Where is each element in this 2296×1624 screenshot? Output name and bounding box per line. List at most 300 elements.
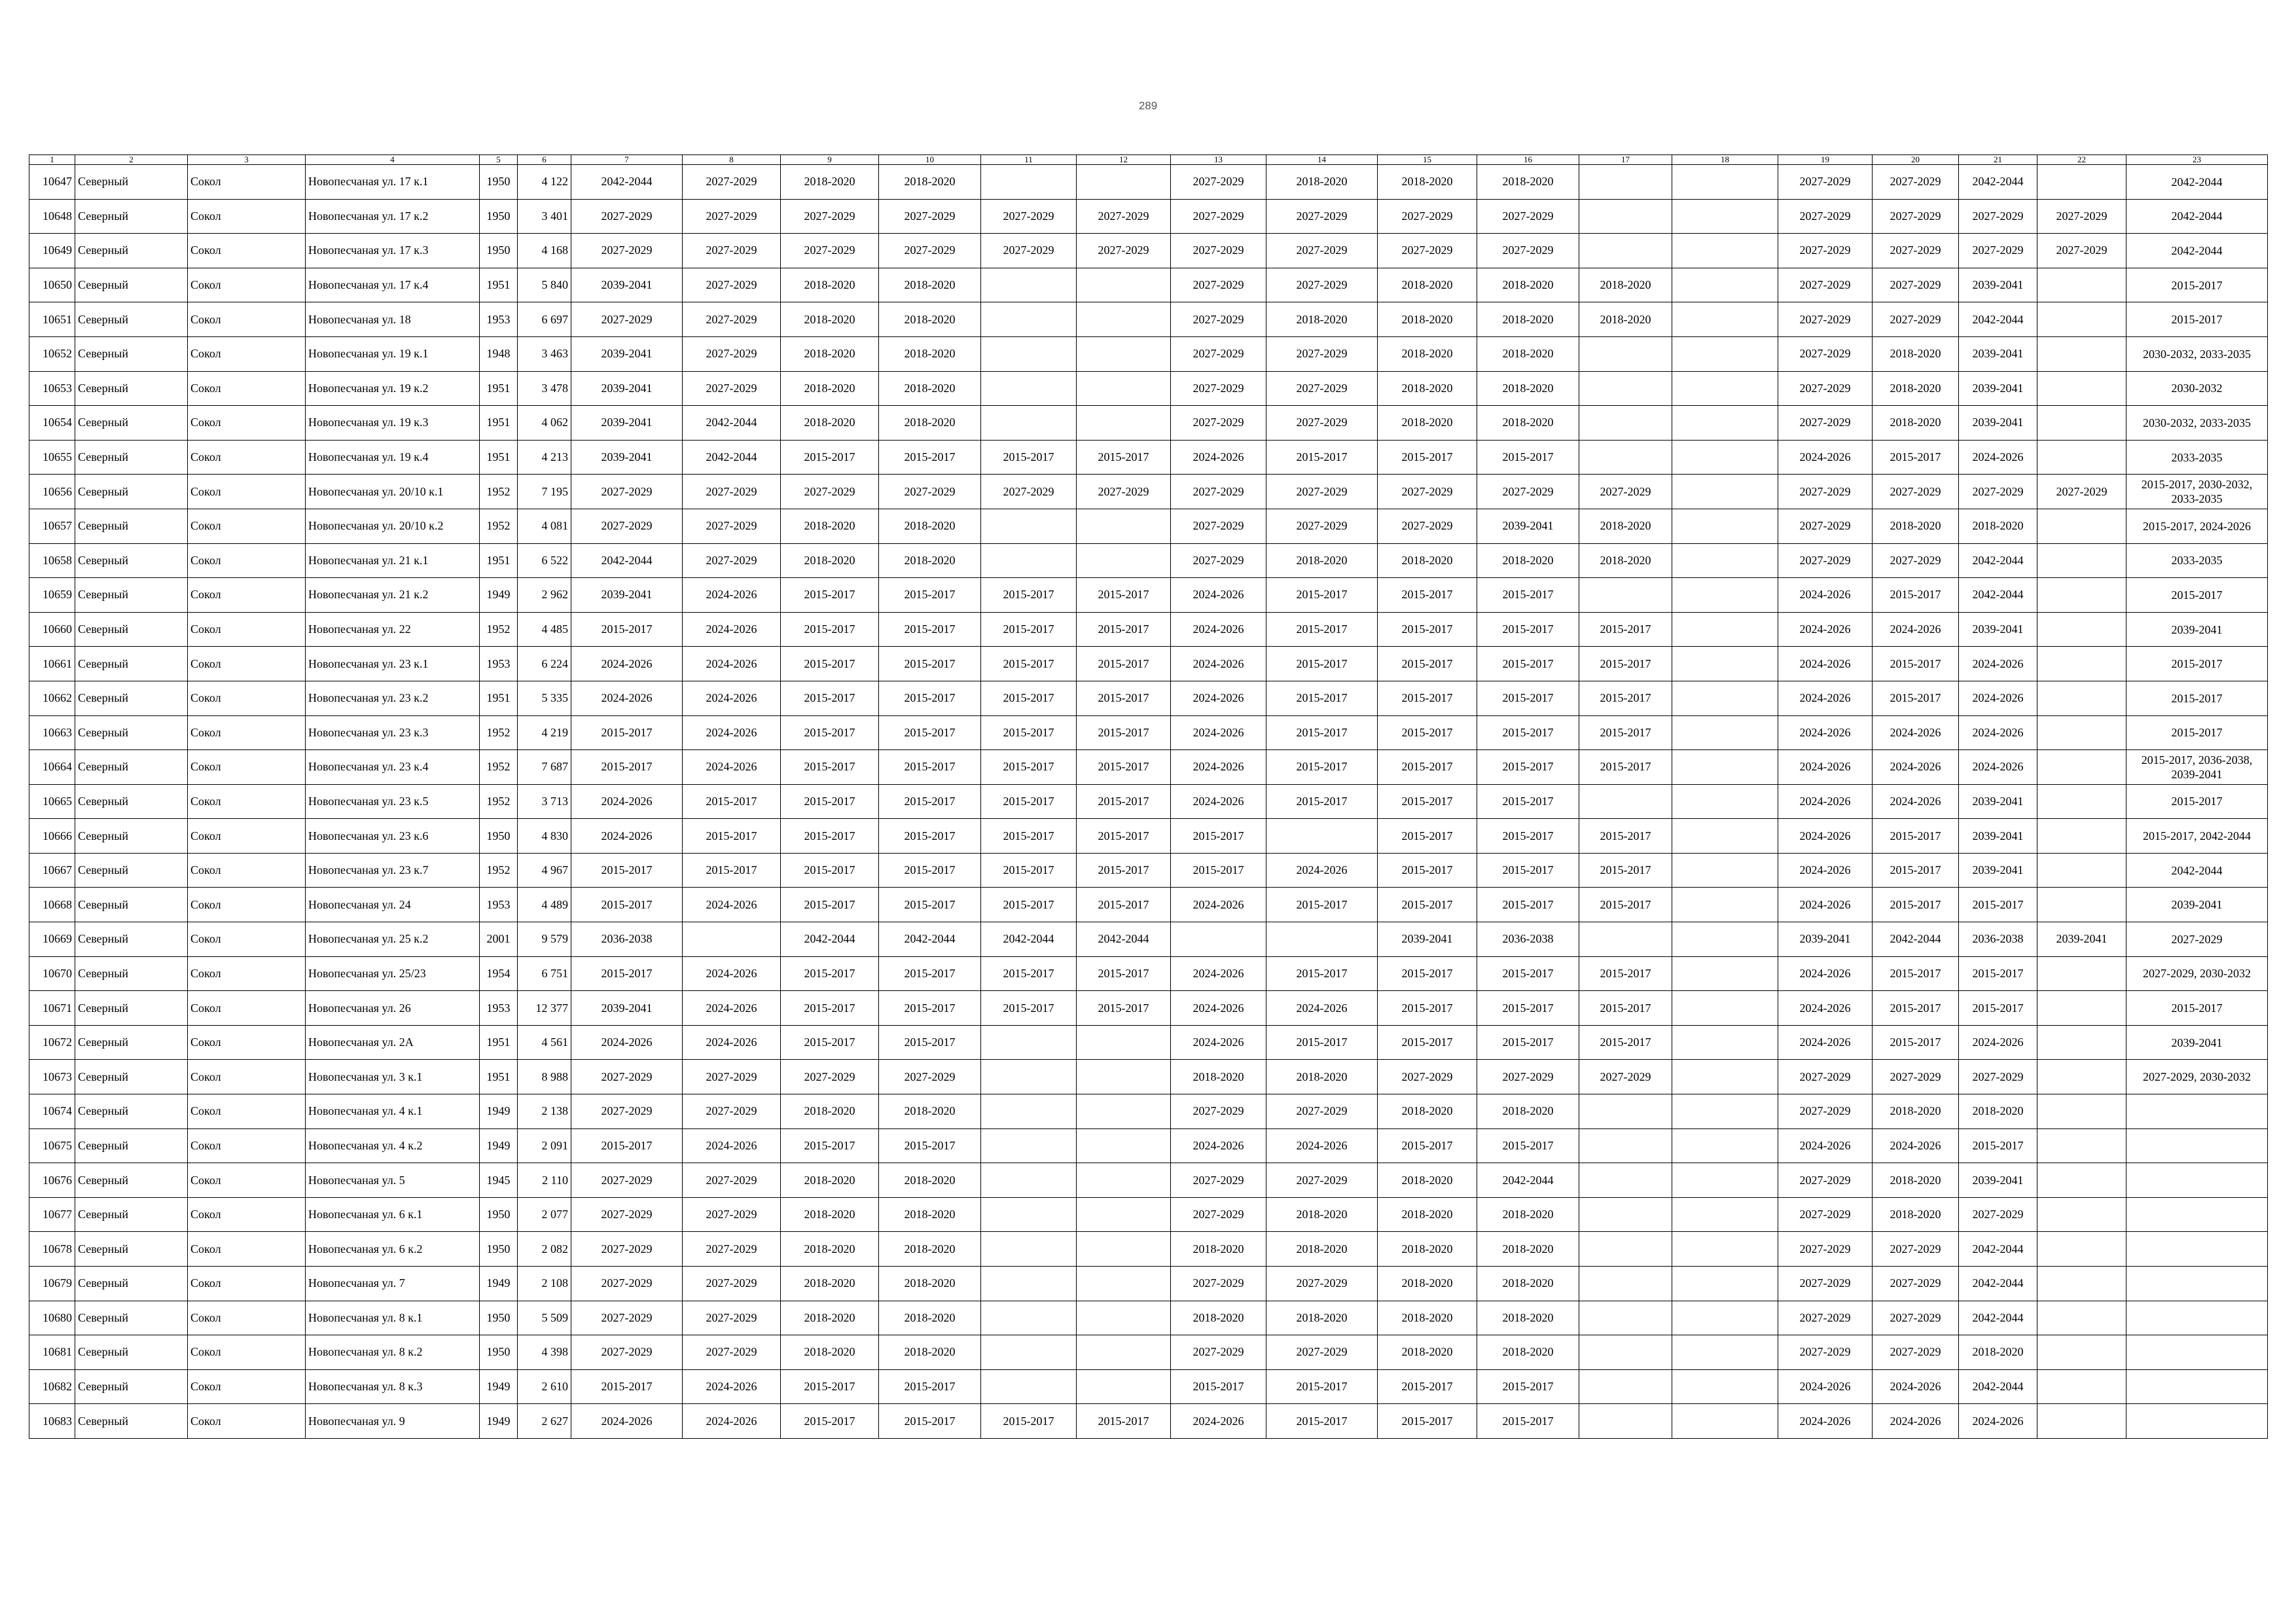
cell-col-12: 2015-2017	[1077, 853, 1171, 888]
cell-col-21: 2024-2026	[1959, 715, 2037, 750]
cell-col-18	[1672, 784, 1778, 819]
cell-col-16: 2018-2020	[1477, 1094, 1579, 1129]
cell-col-21: 2024-2026	[1959, 440, 2037, 475]
cell-col-3: Сокол	[188, 1301, 306, 1335]
cell-col-23: 2030-2032, 2033-2035	[2126, 406, 2268, 441]
cell-col-19: 2027-2029	[1778, 509, 1873, 543]
cell-col-19: 2024-2026	[1778, 647, 1873, 681]
cell-col-20: 2024-2026	[1873, 1404, 1959, 1439]
cell-col-14: 2015-2017	[1266, 750, 1378, 785]
cell-col-13: 2015-2017	[1171, 853, 1266, 888]
cell-col-21: 2039-2041	[1959, 406, 2037, 441]
cell-col-3: Сокол	[188, 1267, 306, 1301]
table-row	[29, 234, 2268, 268]
cell-col-12	[1077, 1094, 1171, 1129]
cell-col-22	[2037, 406, 2126, 441]
cell-col-5: 1951	[480, 371, 518, 406]
cell-col-13: 2027-2029	[1171, 543, 1266, 578]
cell-col-11: 2015-2017	[981, 991, 1077, 1026]
cell-col-16: 2018-2020	[1477, 268, 1579, 302]
cell-col-7: 2027-2029	[571, 1267, 683, 1301]
cell-col-3: Сокол	[188, 681, 306, 715]
cell-col-8: 2024-2026	[683, 888, 781, 922]
cell-col-4: Новопесчаная ул. 20/10 к.1	[306, 475, 480, 509]
cell-col-5: 1949	[480, 1267, 518, 1301]
cell-col-20: 2027-2029	[1873, 268, 1959, 302]
cell-col-1: 10683	[29, 1404, 75, 1439]
cell-col-17: 2015-2017	[1579, 991, 1672, 1026]
cell-col-2: Северный	[75, 1163, 188, 1198]
cell-col-11: 2015-2017	[981, 750, 1077, 785]
cell-col-17: 2018-2020	[1579, 268, 1672, 302]
cell-col-8: 2042-2044	[683, 440, 781, 475]
cell-col-20: 2015-2017	[1873, 819, 1959, 854]
cell-col-8: 2027-2029	[683, 302, 781, 337]
cell-col-22	[2037, 440, 2126, 475]
cell-col-13: 2027-2029	[1171, 1335, 1266, 1370]
cell-col-10: 2042-2044	[879, 922, 981, 957]
cell-col-10: 2018-2020	[879, 1094, 981, 1129]
cell-col-3: Сокол	[188, 1369, 306, 1404]
cell-col-5: 1951	[480, 1060, 518, 1094]
cell-col-8: 2024-2026	[683, 681, 781, 715]
cell-col-11	[981, 165, 1077, 200]
table-row	[29, 819, 2268, 854]
cell-col-7: 2036-2038	[571, 922, 683, 957]
cell-col-9: 2015-2017	[781, 1025, 879, 1060]
cell-col-1: 10657	[29, 509, 75, 543]
cell-col-4: Новопесчаная ул. 23 к.1	[306, 647, 480, 681]
cell-col-2: Северный	[75, 509, 188, 543]
cell-col-17	[1579, 1232, 1672, 1267]
table-row	[29, 715, 2268, 750]
cell-col-6: 3 401	[518, 199, 571, 234]
cell-col-12: 2015-2017	[1077, 440, 1171, 475]
cell-col-20: 2015-2017	[1873, 853, 1959, 888]
cell-col-21: 2039-2041	[1959, 268, 2037, 302]
cell-col-9: 2015-2017	[781, 750, 879, 785]
cell-col-7: 2027-2029	[571, 509, 683, 543]
cell-col-16: 2042-2044	[1477, 1163, 1579, 1198]
cell-col-22	[2037, 1060, 2126, 1094]
cell-col-11: 2015-2017	[981, 681, 1077, 715]
cell-col-15: 2015-2017	[1378, 819, 1477, 854]
cell-col-8: 2015-2017	[683, 819, 781, 854]
cell-col-20: 2024-2026	[1873, 612, 1959, 647]
cell-col-5: 1950	[480, 1197, 518, 1232]
cell-col-7: 2027-2029	[571, 1163, 683, 1198]
cell-col-10: 2018-2020	[879, 336, 981, 371]
cell-col-13: 2027-2029	[1171, 1163, 1266, 1198]
cell-col-9: 2018-2020	[781, 1301, 879, 1335]
cell-col-11: 2027-2029	[981, 475, 1077, 509]
cell-col-1: 10655	[29, 440, 75, 475]
cell-col-18	[1672, 1267, 1778, 1301]
cell-col-12	[1077, 1232, 1171, 1267]
cell-col-20: 2018-2020	[1873, 509, 1959, 543]
cell-col-5: 1951	[480, 681, 518, 715]
cell-col-6: 3 478	[518, 371, 571, 406]
cell-col-19: 2024-2026	[1778, 612, 1873, 647]
cell-col-23: 2015-2017	[2126, 302, 2268, 337]
cell-col-1: 10666	[29, 819, 75, 854]
cell-col-8: 2027-2029	[683, 1267, 781, 1301]
cell-col-2: Северный	[75, 1404, 188, 1439]
cell-col-3: Сокол	[188, 1163, 306, 1198]
cell-col-1: 10668	[29, 888, 75, 922]
cell-col-8: 2024-2026	[683, 750, 781, 785]
cell-col-18	[1672, 715, 1778, 750]
cell-col-15: 2027-2029	[1378, 199, 1477, 234]
table-row	[29, 268, 2268, 302]
cell-col-6: 4 485	[518, 612, 571, 647]
cell-col-5: 1953	[480, 888, 518, 922]
cell-col-15: 2018-2020	[1378, 1232, 1477, 1267]
cell-col-15: 2015-2017	[1378, 784, 1477, 819]
cell-col-18	[1672, 268, 1778, 302]
cell-col-12	[1077, 543, 1171, 578]
column-number-3: 3	[188, 155, 306, 165]
cell-col-19: 2027-2029	[1778, 1060, 1873, 1094]
cell-col-12: 2015-2017	[1077, 956, 1171, 991]
cell-col-4: Новопесчаная ул. 4 к.1	[306, 1094, 480, 1129]
cell-col-11	[981, 1060, 1077, 1094]
table-row	[29, 371, 2268, 406]
cell-col-1: 10661	[29, 647, 75, 681]
cell-col-22	[2037, 647, 2126, 681]
cell-col-12	[1077, 1335, 1171, 1370]
column-number-11: 11	[981, 155, 1077, 165]
cell-col-6: 3 713	[518, 784, 571, 819]
cell-col-14: 2027-2029	[1266, 336, 1378, 371]
cell-col-16: 2036-2038	[1477, 922, 1579, 957]
cell-col-21: 2027-2029	[1959, 234, 2037, 268]
cell-col-6: 2 077	[518, 1197, 571, 1232]
table-row	[29, 991, 2268, 1026]
cell-col-14: 2027-2029	[1266, 234, 1378, 268]
cell-col-16: 2018-2020	[1477, 165, 1579, 200]
cell-col-2: Северный	[75, 715, 188, 750]
cell-col-10: 2015-2017	[879, 819, 981, 854]
cell-col-4: Новопесчаная ул. 23 к.7	[306, 853, 480, 888]
cell-col-2: Северный	[75, 681, 188, 715]
cell-col-14: 2018-2020	[1266, 302, 1378, 337]
cell-col-7: 2015-2017	[571, 1369, 683, 1404]
cell-col-11: 2015-2017	[981, 853, 1077, 888]
cell-col-21: 2042-2044	[1959, 165, 2037, 200]
cell-col-10: 2015-2017	[879, 1404, 981, 1439]
cell-col-5: 1952	[480, 750, 518, 785]
cell-col-14	[1266, 819, 1378, 854]
cell-col-7: 2039-2041	[571, 578, 683, 613]
cell-col-14: 2027-2029	[1266, 1267, 1378, 1301]
cell-col-14: 2024-2026	[1266, 991, 1378, 1026]
cell-col-8: 2027-2029	[683, 543, 781, 578]
cell-col-19: 2027-2029	[1778, 336, 1873, 371]
table-row	[29, 612, 2268, 647]
cell-col-7: 2015-2017	[571, 715, 683, 750]
cell-col-11: 2015-2017	[981, 1404, 1077, 1439]
cell-col-22	[2037, 509, 2126, 543]
cell-col-22	[2037, 853, 2126, 888]
cell-col-8: 2015-2017	[683, 784, 781, 819]
cell-col-12	[1077, 1301, 1171, 1335]
cell-col-23: 2015-2017	[2126, 991, 2268, 1026]
cell-col-10: 2018-2020	[879, 1163, 981, 1198]
cell-col-20: 2027-2029	[1873, 234, 1959, 268]
cell-col-21: 2024-2026	[1959, 1025, 2037, 1060]
cell-col-10: 2018-2020	[879, 165, 981, 200]
cell-col-9: 2018-2020	[781, 302, 879, 337]
cell-col-13: 2027-2029	[1171, 234, 1266, 268]
cell-col-22: 2027-2029	[2037, 234, 2126, 268]
cell-col-12: 2015-2017	[1077, 1404, 1171, 1439]
cell-col-4: Новопесчаная ул. 19 к.2	[306, 371, 480, 406]
cell-col-18	[1672, 922, 1778, 957]
cell-col-22	[2037, 991, 2126, 1026]
cell-col-12: 2042-2044	[1077, 922, 1171, 957]
cell-col-3: Сокол	[188, 543, 306, 578]
cell-col-12: 2015-2017	[1077, 819, 1171, 854]
cell-col-3: Сокол	[188, 234, 306, 268]
table-row	[29, 1335, 2268, 1370]
cell-col-21: 2027-2029	[1959, 475, 2037, 509]
cell-col-22	[2037, 268, 2126, 302]
cell-col-2: Северный	[75, 440, 188, 475]
cell-col-9: 2015-2017	[781, 681, 879, 715]
cell-col-8: 2027-2029	[683, 1301, 781, 1335]
cell-col-4: Новопесчаная ул. 17 к.4	[306, 268, 480, 302]
cell-col-12: 2015-2017	[1077, 750, 1171, 785]
cell-col-19: 2027-2029	[1778, 406, 1873, 441]
cell-col-12: 2027-2029	[1077, 234, 1171, 268]
cell-col-18	[1672, 1301, 1778, 1335]
cell-col-19: 2027-2029	[1778, 165, 1873, 200]
cell-col-17	[1579, 406, 1672, 441]
cell-col-13: 2024-2026	[1171, 956, 1266, 991]
cell-col-13: 2024-2026	[1171, 440, 1266, 475]
cell-col-15: 2015-2017	[1378, 1025, 1477, 1060]
cell-col-22	[2037, 1369, 2126, 1404]
cell-col-22	[2037, 1335, 2126, 1370]
cell-col-10: 2018-2020	[879, 509, 981, 543]
cell-col-13: 2024-2026	[1171, 784, 1266, 819]
cell-col-19: 2024-2026	[1778, 681, 1873, 715]
cell-col-1: 10671	[29, 991, 75, 1026]
cell-col-8: 2027-2029	[683, 1163, 781, 1198]
cell-col-7: 2015-2017	[571, 1128, 683, 1163]
cell-col-6: 9 579	[518, 922, 571, 957]
cell-col-3: Сокол	[188, 1025, 306, 1060]
cell-col-17: 2015-2017	[1579, 715, 1672, 750]
cell-col-22	[2037, 819, 2126, 854]
cell-col-18	[1672, 475, 1778, 509]
cell-col-20: 2027-2029	[1873, 165, 1959, 200]
cell-col-20: 2024-2026	[1873, 1128, 1959, 1163]
cell-col-3: Сокол	[188, 371, 306, 406]
cell-col-5: 1953	[480, 647, 518, 681]
cell-col-8	[683, 922, 781, 957]
cell-col-1: 10678	[29, 1232, 75, 1267]
cell-col-1: 10669	[29, 922, 75, 957]
cell-col-16: 2039-2041	[1477, 509, 1579, 543]
cell-col-13: 2018-2020	[1171, 1301, 1266, 1335]
cell-col-23	[2126, 1128, 2268, 1163]
cell-col-3: Сокол	[188, 1232, 306, 1267]
cell-col-9: 2018-2020	[781, 1335, 879, 1370]
cell-col-1: 10662	[29, 681, 75, 715]
cell-col-6: 4 062	[518, 406, 571, 441]
cell-col-19: 2027-2029	[1778, 1301, 1873, 1335]
cell-col-14: 2018-2020	[1266, 165, 1378, 200]
cell-col-6: 7 687	[518, 750, 571, 785]
cell-col-4: Новопесчаная ул. 23 к.4	[306, 750, 480, 785]
cell-col-7: 2042-2044	[571, 165, 683, 200]
cell-col-3: Сокол	[188, 1128, 306, 1163]
cell-col-6: 4 830	[518, 819, 571, 854]
cell-col-5: 1950	[480, 1232, 518, 1267]
cell-col-1: 10660	[29, 612, 75, 647]
cell-col-6: 12 377	[518, 991, 571, 1026]
cell-col-10: 2018-2020	[879, 543, 981, 578]
cell-col-9: 2018-2020	[781, 371, 879, 406]
cell-col-20: 2018-2020	[1873, 371, 1959, 406]
cell-col-18	[1672, 440, 1778, 475]
cell-col-3: Сокол	[188, 440, 306, 475]
cell-col-2: Северный	[75, 1232, 188, 1267]
cell-col-13: 2015-2017	[1171, 1369, 1266, 1404]
cell-col-4: Новопесчаная ул. 8 к.3	[306, 1369, 480, 1404]
cell-col-23: 2015-2017, 2030-2032, 2033-2035	[2126, 475, 2268, 509]
cell-col-11	[981, 336, 1077, 371]
cell-col-5: 1952	[480, 853, 518, 888]
cell-col-22	[2037, 612, 2126, 647]
cell-col-14: 2015-2017	[1266, 1025, 1378, 1060]
cell-col-23	[2126, 1369, 2268, 1404]
cell-col-13: 2027-2029	[1171, 165, 1266, 200]
cell-col-4: Новопесчаная ул. 6 к.1	[306, 1197, 480, 1232]
cell-col-19: 2027-2029	[1778, 475, 1873, 509]
cell-col-8: 2024-2026	[683, 1369, 781, 1404]
cell-col-21: 2024-2026	[1959, 647, 2037, 681]
cell-col-10: 2015-2017	[879, 888, 981, 922]
cell-col-4: Новопесчаная ул. 23 к.2	[306, 681, 480, 715]
cell-col-20: 2018-2020	[1873, 336, 1959, 371]
cell-col-22	[2037, 1267, 2126, 1301]
cell-col-10: 2015-2017	[879, 1369, 981, 1404]
cell-col-9: 2027-2029	[781, 1060, 879, 1094]
cell-col-8: 2027-2029	[683, 475, 781, 509]
cell-col-6: 2 627	[518, 1404, 571, 1439]
cell-col-19: 2024-2026	[1778, 715, 1873, 750]
cell-col-12	[1077, 509, 1171, 543]
cell-col-19: 2024-2026	[1778, 578, 1873, 613]
cell-col-3: Сокол	[188, 1404, 306, 1439]
cell-col-10: 2015-2017	[879, 647, 981, 681]
cell-col-14: 2027-2029	[1266, 1163, 1378, 1198]
cell-col-17	[1579, 199, 1672, 234]
cell-col-12	[1077, 1060, 1171, 1094]
cell-col-21: 2018-2020	[1959, 1094, 2037, 1129]
cell-col-21: 2042-2044	[1959, 543, 2037, 578]
cell-col-3: Сокол	[188, 956, 306, 991]
cell-col-3: Сокол	[188, 715, 306, 750]
cell-col-2: Северный	[75, 1369, 188, 1404]
cell-col-2: Северный	[75, 578, 188, 613]
cell-col-6: 4 081	[518, 509, 571, 543]
cell-col-4: Новопесчаная ул. 4 к.2	[306, 1128, 480, 1163]
column-number-22: 22	[2037, 155, 2126, 165]
table-row	[29, 1060, 2268, 1094]
cell-col-20: 2042-2044	[1873, 922, 1959, 957]
cell-col-15: 2015-2017	[1378, 440, 1477, 475]
cell-col-19: 2024-2026	[1778, 750, 1873, 785]
cell-col-4: Новопесчаная ул. 23 к.5	[306, 784, 480, 819]
cell-col-19: 2027-2029	[1778, 371, 1873, 406]
cell-col-5: 1952	[480, 509, 518, 543]
cell-col-20: 2018-2020	[1873, 1163, 1959, 1198]
cell-col-8: 2027-2029	[683, 1232, 781, 1267]
cell-col-19: 2024-2026	[1778, 888, 1873, 922]
cell-col-5: 1952	[480, 784, 518, 819]
cell-col-9: 2015-2017	[781, 888, 879, 922]
cell-col-21: 2018-2020	[1959, 1335, 2037, 1370]
cell-col-3: Сокол	[188, 578, 306, 613]
cell-col-8: 2024-2026	[683, 1128, 781, 1163]
cell-col-7: 2039-2041	[571, 371, 683, 406]
cell-col-17: 2018-2020	[1579, 509, 1672, 543]
cell-col-10: 2015-2017	[879, 578, 981, 613]
cell-col-15: 2018-2020	[1378, 1267, 1477, 1301]
cell-col-1: 10649	[29, 234, 75, 268]
cell-col-7: 2015-2017	[571, 956, 683, 991]
cell-col-9: 2015-2017	[781, 578, 879, 613]
cell-col-7: 2024-2026	[571, 1404, 683, 1439]
cell-col-4: Новопесчаная ул. 17 к.3	[306, 234, 480, 268]
cell-col-20: 2018-2020	[1873, 1197, 1959, 1232]
cell-col-11: 2027-2029	[981, 199, 1077, 234]
cell-col-17: 2015-2017	[1579, 750, 1672, 785]
page-number: 289	[1138, 99, 1158, 112]
cell-col-9: 2015-2017	[781, 784, 879, 819]
cell-col-5: 1950	[480, 199, 518, 234]
cell-col-9: 2018-2020	[781, 336, 879, 371]
cell-col-12	[1077, 1369, 1171, 1404]
cell-col-8: 2027-2029	[683, 1094, 781, 1129]
table-row	[29, 1369, 2268, 1404]
cell-col-17: 2015-2017	[1579, 956, 1672, 991]
cell-col-4: Новопесчаная ул. 9	[306, 1404, 480, 1439]
table-row	[29, 543, 2268, 578]
table-row	[29, 406, 2268, 441]
cell-col-23: 2015-2017	[2126, 784, 2268, 819]
cell-col-19: 2024-2026	[1778, 1404, 1873, 1439]
cell-col-16: 2015-2017	[1477, 440, 1579, 475]
cell-col-13: 2024-2026	[1171, 681, 1266, 715]
cell-col-17	[1579, 922, 1672, 957]
cell-col-4: Новопесчаная ул. 22	[306, 612, 480, 647]
cell-col-21: 2036-2038	[1959, 922, 2037, 957]
cell-col-14: 2018-2020	[1266, 1232, 1378, 1267]
cell-col-18	[1672, 199, 1778, 234]
table-row	[29, 853, 2268, 888]
cell-col-3: Сокол	[188, 784, 306, 819]
cell-col-19: 2024-2026	[1778, 956, 1873, 991]
cell-col-21: 2042-2044	[1959, 1301, 2037, 1335]
cell-col-4: Новопесчаная ул. 19 к.3	[306, 406, 480, 441]
cell-col-16: 2015-2017	[1477, 888, 1579, 922]
cell-col-15: 2015-2017	[1378, 612, 1477, 647]
